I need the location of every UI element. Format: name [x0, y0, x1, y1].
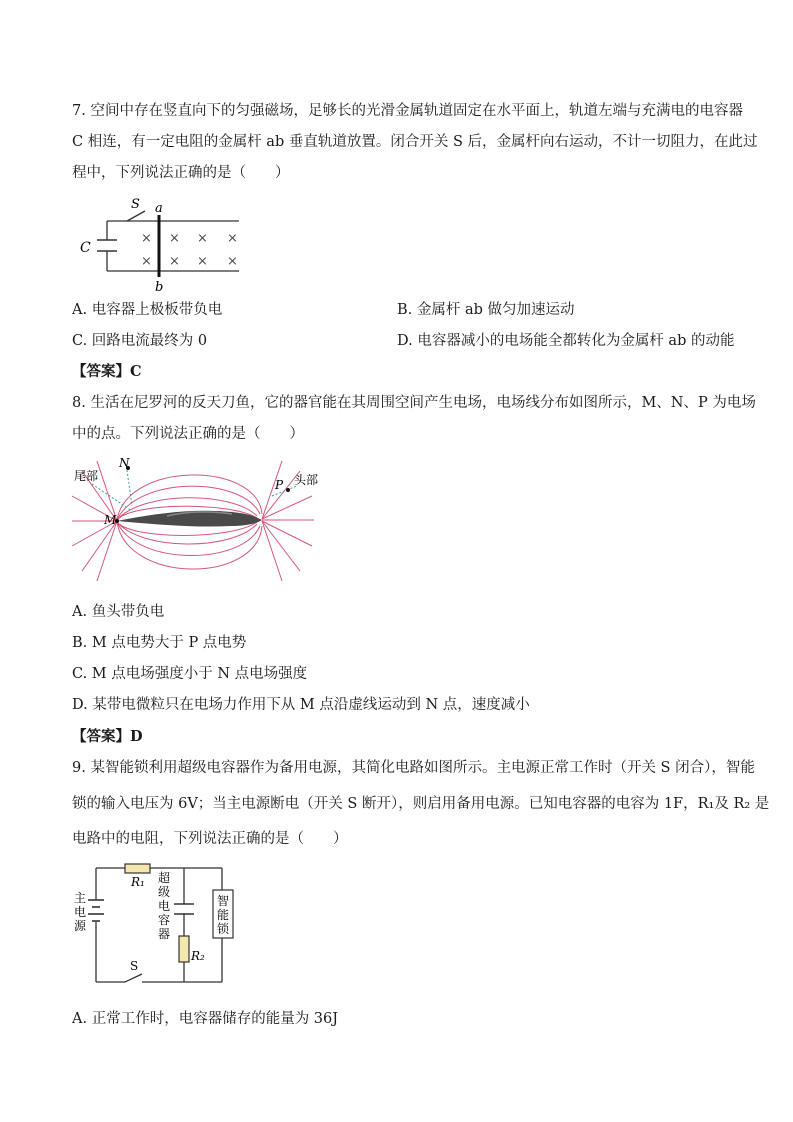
label-P: P — [275, 478, 284, 492]
svg-text:电: 电 — [74, 905, 87, 919]
q8-electric-field-figure — [72, 456, 317, 586]
resistor-r1 — [125, 864, 150, 873]
label-head: 头部 — [294, 473, 319, 487]
q8-stem-line2: 中的点。下列说法正确的是（ ） — [72, 426, 304, 442]
q9-stem-line1: 9. 某智能锁利用超级电容器作为备用电源，其简化电路如图所示。主电源正常工作时（开关 S 闭合），智能 — [72, 760, 755, 776]
svg-text:超: 超 — [158, 871, 171, 885]
q8-answer: 【答案】D — [72, 728, 143, 745]
cross: × — [227, 231, 238, 246]
q9-stem-line3: 电路中的电阻，下列说法正确的是（ ） — [72, 831, 348, 847]
q7-option-b: B. 金属杆 ab 做匀加速运动 — [397, 302, 575, 318]
cross: × — [141, 254, 152, 269]
svg-text:器: 器 — [158, 927, 171, 941]
q7-stem-line1: 7. 空间中存在竖直向下的匀强磁场，足够长的光滑金属轨道固定在水平面上，轨道左端与充满电的电容器 — [72, 103, 743, 119]
q9-circuit-figure — [70, 860, 245, 990]
cross: × — [197, 254, 208, 269]
q9-stem-line2: 锁的输入电压为 6V；当主电源断电（开关 S 断开），则启用备用电源。已知电容器的电容为 1F，R₁及 R₂ 是 — [72, 796, 770, 812]
q7-stem-line3: 程中，下列说法正确的是（ ） — [72, 165, 290, 181]
svg-text:智: 智 — [217, 894, 230, 908]
label-a: a — [155, 201, 163, 216]
q7-answer: 【答案】C — [72, 363, 142, 380]
cross: × — [227, 254, 238, 269]
label-r2: R₂ — [191, 949, 205, 963]
label-b: b — [155, 280, 164, 295]
q7-circuit-figure — [75, 195, 250, 295]
fish-body — [117, 511, 262, 527]
svg-text:级: 级 — [158, 885, 171, 899]
svg-text:锁: 锁 — [217, 922, 230, 936]
svg-text:电: 电 — [158, 899, 171, 913]
q8-option-c: C. M 点电场强度小于 N 点电场强度 — [72, 666, 308, 682]
label-M: M — [104, 513, 117, 527]
label-switch: S — [130, 959, 139, 973]
label-C: C — [80, 240, 91, 256]
q7-option-d: D. 电容器减小的电场能全都转化为金属杆 ab 的动能 — [397, 333, 735, 349]
cross: × — [169, 231, 180, 246]
cross: × — [169, 254, 180, 269]
svg-text:能: 能 — [217, 908, 230, 922]
label-r1: R₁ — [131, 875, 145, 889]
label-S: S — [131, 197, 140, 212]
q7-magnetic-field-crosses — [141, 231, 238, 269]
q8-option-d: D. 某带电微粒只在电场力作用下从 M 点沿虚线运动到 N 点，速度减小 — [72, 697, 530, 713]
q8-option-a: A. 鱼头带负电 — [72, 604, 165, 620]
resistor-r2 — [179, 936, 189, 962]
cross: × — [141, 231, 152, 246]
svg-text:源: 源 — [74, 919, 87, 933]
label-N: N — [119, 456, 130, 470]
cross: × — [197, 231, 208, 246]
q7-option-a: A. 电容器上极板带负电 — [72, 302, 223, 318]
svg-text:主: 主 — [74, 891, 87, 905]
q8-option-b: B. M 点电势大于 P 点电势 — [72, 635, 247, 651]
q7-stem-line2: C 相连，有一定电阻的金属杆 ab 垂直轨道放置。闭合开关 S 后，金属杆向右运动，不计一切阻力，在此过 — [72, 134, 758, 150]
svg-text:容: 容 — [158, 913, 171, 927]
q8-stem-line1: 8. 生活在尼罗河的反天刀鱼，它的器官能在其周围空间产生电场，电场线分布如图所示，M、N、P 为电场 — [72, 395, 756, 411]
q9-option-a: A. 正常工作时，电容器储存的能量为 36J — [72, 1011, 339, 1027]
q7-option-c: C. 回路电流最终为 0 — [72, 333, 208, 349]
label-tail: 尾部 — [74, 469, 99, 483]
